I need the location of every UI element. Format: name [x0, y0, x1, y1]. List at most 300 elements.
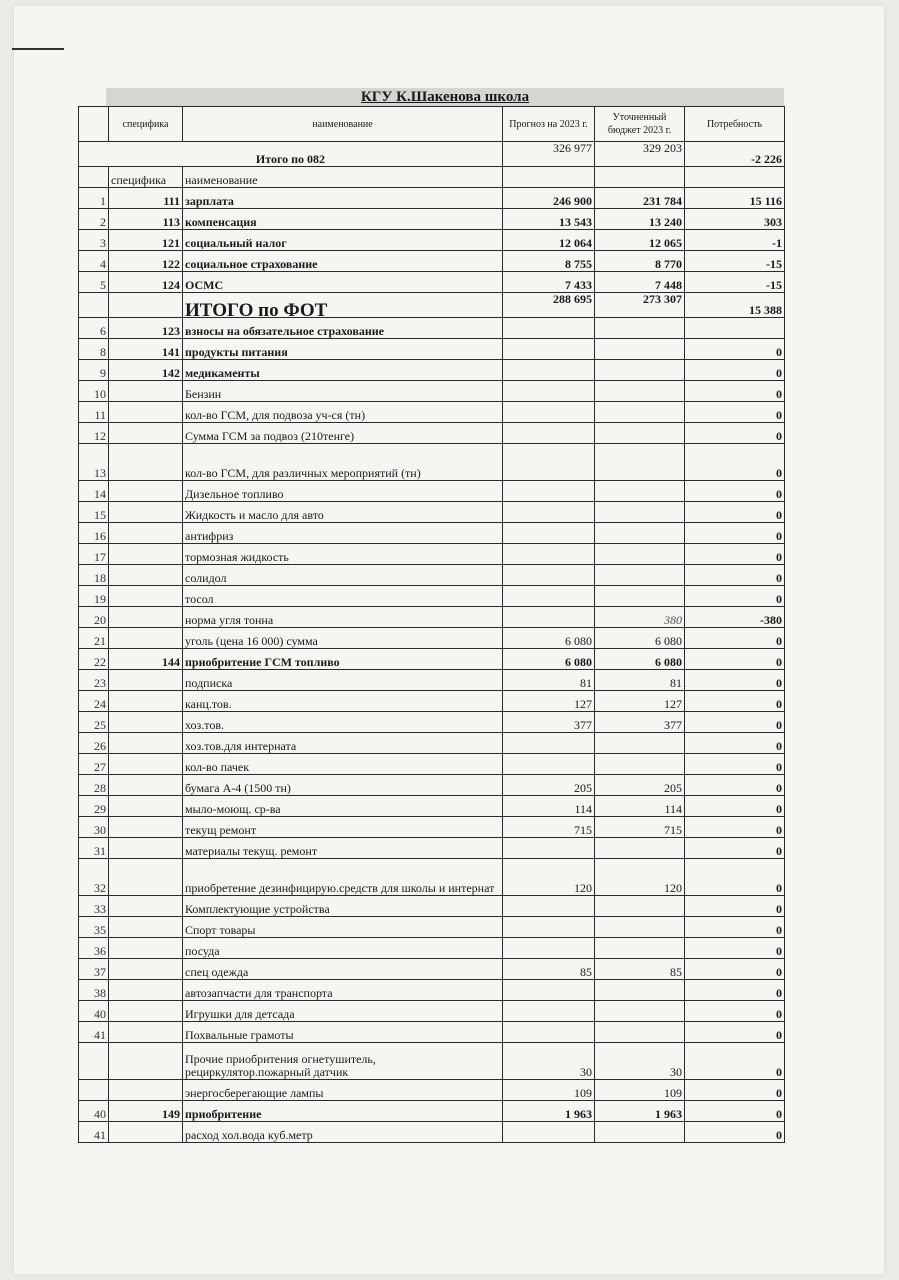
row-name: спец одежда — [183, 959, 503, 980]
row-need: 0 — [685, 1043, 785, 1080]
row-prognoz — [503, 318, 595, 339]
subheader-empty — [503, 167, 595, 188]
row-name: бумага А-4 (1500 тн) — [183, 775, 503, 796]
row-name: социальный налог — [183, 230, 503, 251]
row-specifika — [109, 402, 183, 423]
row-prognoz: 120 — [503, 859, 595, 896]
row-number: 19 — [79, 586, 109, 607]
row-specifika: 141 — [109, 339, 183, 360]
row-need: 0 — [685, 754, 785, 775]
row-specifika: 121 — [109, 230, 183, 251]
row-name: приобретение дезинфицирую.средств для школы и интернат — [183, 859, 503, 896]
row-specifika — [109, 754, 183, 775]
row-need: 0 — [685, 1022, 785, 1043]
row-specifika: 142 — [109, 360, 183, 381]
row-utochn: 13 240 — [595, 209, 685, 230]
row-need: 0 — [685, 628, 785, 649]
row-utochn — [595, 523, 685, 544]
table-row — [79, 1101, 785, 1122]
row-utochn: 109 — [595, 1080, 685, 1101]
table-row — [79, 628, 785, 649]
row-number: 6 — [79, 318, 109, 339]
header-specifika: специфика — [109, 107, 183, 142]
table-row — [79, 980, 785, 1001]
table-row — [79, 586, 785, 607]
row-prognoz — [503, 381, 595, 402]
row-specifika: 149 — [109, 1101, 183, 1122]
row-name: продукты питания — [183, 339, 503, 360]
row-need: 0 — [685, 544, 785, 565]
row-need: 0 — [685, 444, 785, 481]
header-need: Потребность — [685, 107, 785, 142]
row-number: 38 — [79, 980, 109, 1001]
row-prognoz — [503, 1001, 595, 1022]
row-need: 0 — [685, 1001, 785, 1022]
row-need: 0 — [685, 1122, 785, 1143]
row-name: материалы текущ. ремонт — [183, 838, 503, 859]
row-need: 0 — [685, 339, 785, 360]
row-utochn — [595, 565, 685, 586]
row-number: 15 — [79, 502, 109, 523]
row-name: взносы на обязательное страхование — [183, 318, 503, 339]
row-utochn — [595, 754, 685, 775]
row-number: 23 — [79, 670, 109, 691]
row-need: 0 — [685, 360, 785, 381]
row-prognoz: 85 — [503, 959, 595, 980]
row-number: 3 — [79, 230, 109, 251]
row-specifika — [109, 523, 183, 544]
row-specifika — [109, 381, 183, 402]
row-prognoz — [503, 938, 595, 959]
row-need: -380 — [685, 607, 785, 628]
row-name: подписка — [183, 670, 503, 691]
row-specifika — [109, 859, 183, 896]
row-utochn — [595, 1022, 685, 1043]
row-prognoz — [503, 896, 595, 917]
table-row — [79, 796, 785, 817]
row-prognoz: 715 — [503, 817, 595, 838]
row-specifika — [109, 817, 183, 838]
row-name: хоз.тов.для интерната — [183, 733, 503, 754]
row-need: 0 — [685, 402, 785, 423]
table-row — [79, 670, 785, 691]
row-number — [79, 1043, 109, 1080]
row-utochn — [595, 838, 685, 859]
row-prognoz: 1 963 — [503, 1101, 595, 1122]
row-prognoz — [503, 733, 595, 754]
table-row — [79, 817, 785, 838]
table-row — [79, 360, 785, 381]
row-specifika: 113 — [109, 209, 183, 230]
row-specifika — [109, 796, 183, 817]
row-specifika — [109, 896, 183, 917]
table-row — [79, 959, 785, 980]
row-utochn — [595, 586, 685, 607]
row-specifika — [109, 838, 183, 859]
row-utochn: 6 080 — [595, 649, 685, 670]
row-prognoz: 205 — [503, 775, 595, 796]
row-number: 1 — [79, 188, 109, 209]
row-need: 0 — [685, 859, 785, 896]
row-utochn — [595, 917, 685, 938]
row-need: 0 — [685, 917, 785, 938]
row-utochn: 30 — [595, 1043, 685, 1080]
row-specifika — [109, 712, 183, 733]
row-need: 0 — [685, 691, 785, 712]
row-specifika — [109, 544, 183, 565]
row-utochn: 127 — [595, 691, 685, 712]
table-row — [79, 838, 785, 859]
row-utochn: 8 770 — [595, 251, 685, 272]
row-number: 41 — [79, 1022, 109, 1043]
table-row — [79, 481, 785, 502]
row-need: -1 — [685, 230, 785, 251]
row-number: 40 — [79, 1101, 109, 1122]
row-prognoz — [503, 586, 595, 607]
row-utochn: 85 — [595, 959, 685, 980]
row-prognoz — [503, 423, 595, 444]
row-name: Игрушки для детсада — [183, 1001, 503, 1022]
row-prognoz: 6 080 — [503, 649, 595, 670]
row-number: 10 — [79, 381, 109, 402]
row-number — [79, 1080, 109, 1101]
table-row — [79, 917, 785, 938]
row-number: 12 — [79, 423, 109, 444]
row-name: Спорт товары — [183, 917, 503, 938]
row-specifika — [109, 628, 183, 649]
row-specifika — [109, 959, 183, 980]
row-specifika — [109, 1080, 183, 1101]
row-prognoz — [503, 444, 595, 481]
row-name: мыло-моющ. ср-ва — [183, 796, 503, 817]
row-utochn: 231 784 — [595, 188, 685, 209]
table-row — [79, 691, 785, 712]
row-number: 35 — [79, 917, 109, 938]
row-specifika — [109, 1022, 183, 1043]
table-row — [79, 1043, 785, 1080]
row-number: 21 — [79, 628, 109, 649]
table-row — [79, 1122, 785, 1143]
row-name: уголь (цена 16 000) сумма — [183, 628, 503, 649]
row-name: Сумма ГСМ за подвоз (210тенге) — [183, 423, 503, 444]
row-prognoz: 127 — [503, 691, 595, 712]
total-fot-need: 15 388 — [685, 293, 785, 318]
row-specifika — [109, 1001, 183, 1022]
row-utochn — [595, 1001, 685, 1022]
row-need: 0 — [685, 523, 785, 544]
table-row — [79, 859, 785, 896]
total-082-row — [79, 142, 785, 167]
row-prognoz: 6 080 — [503, 628, 595, 649]
total-082-prognoz: 326 977 — [503, 142, 595, 167]
row-utochn — [595, 402, 685, 423]
row-utochn: 715 — [595, 817, 685, 838]
row-utochn — [595, 318, 685, 339]
total-fot-utochn: 273 307 — [595, 293, 685, 318]
row-specifika — [109, 1043, 183, 1080]
row-specifika — [109, 1122, 183, 1143]
row-prognoz — [503, 838, 595, 859]
row-utochn — [595, 423, 685, 444]
row-number: 29 — [79, 796, 109, 817]
row-name: Комплектующие устройства — [183, 896, 503, 917]
row-specifika — [109, 775, 183, 796]
table-row — [79, 649, 785, 670]
table-row — [79, 607, 785, 628]
row-need: 0 — [685, 733, 785, 754]
row-specifika — [109, 481, 183, 502]
row-specifika — [109, 502, 183, 523]
row-need: 0 — [685, 938, 785, 959]
row-utochn — [595, 1122, 685, 1143]
row-number: 30 — [79, 817, 109, 838]
row-specifika — [109, 938, 183, 959]
row-prognoz — [503, 1022, 595, 1043]
row-specifika — [109, 565, 183, 586]
row-prognoz: 114 — [503, 796, 595, 817]
row-name: кол-во пачек — [183, 754, 503, 775]
table-row — [79, 209, 785, 230]
row-need: 0 — [685, 712, 785, 733]
table-row — [79, 251, 785, 272]
row-prognoz: 81 — [503, 670, 595, 691]
row-need: -15 — [685, 272, 785, 293]
table-row — [79, 1080, 785, 1101]
row-specifika: 124 — [109, 272, 183, 293]
row-name: зарплата — [183, 188, 503, 209]
row-prognoz — [503, 523, 595, 544]
total-fot-label: ИТОГО по ФОТ — [183, 293, 503, 318]
row-name: антифриз — [183, 523, 503, 544]
row-number: 25 — [79, 712, 109, 733]
row-number: 16 — [79, 523, 109, 544]
row-utochn: 7 448 — [595, 272, 685, 293]
row-number: 22 — [79, 649, 109, 670]
header-row — [79, 107, 785, 142]
row-specifika — [109, 586, 183, 607]
row-name: Дизельное топливо — [183, 481, 503, 502]
row-name: норма угля тонна — [183, 607, 503, 628]
row-utochn: 205 — [595, 775, 685, 796]
row-name: приобритение — [183, 1101, 503, 1122]
table-row — [79, 188, 785, 209]
row-specifika — [109, 980, 183, 1001]
row-need: 0 — [685, 980, 785, 1001]
row-specifika: 144 — [109, 649, 183, 670]
row-prognoz: 13 543 — [503, 209, 595, 230]
row-need: 303 — [685, 209, 785, 230]
row-specifika — [109, 423, 183, 444]
row-number: 13 — [79, 444, 109, 481]
row-number: 4 — [79, 251, 109, 272]
row-number: 26 — [79, 733, 109, 754]
row-utochn: 114 — [595, 796, 685, 817]
row-need: 0 — [685, 817, 785, 838]
row-prognoz — [503, 360, 595, 381]
header-prognoz: Прогноз на 2023 г. — [503, 107, 595, 142]
row-specifika — [109, 670, 183, 691]
row-utochn: 120 — [595, 859, 685, 896]
row-number: 2 — [79, 209, 109, 230]
row-name: расход хол.вода куб.метр — [183, 1122, 503, 1143]
row-need: 0 — [685, 838, 785, 859]
row-utochn: 377 — [595, 712, 685, 733]
row-name: текущ ремонт — [183, 817, 503, 838]
row-need: 0 — [685, 423, 785, 444]
row-utochn — [595, 444, 685, 481]
table-row — [79, 712, 785, 733]
row-specifika: 111 — [109, 188, 183, 209]
row-name: тосол — [183, 586, 503, 607]
row-need: 0 — [685, 586, 785, 607]
document-title: КГУ К.Шакенова школа — [106, 88, 784, 106]
row-name: Прочие приобритения огнетушитель, рециркулятор.пожарный датчик — [183, 1043, 503, 1080]
total-082-label: Итого по 082 — [79, 142, 503, 167]
header-blank — [79, 107, 109, 142]
row-utochn: 12 065 — [595, 230, 685, 251]
row-name: приобритение ГСМ топливо — [183, 649, 503, 670]
row-utochn — [595, 339, 685, 360]
table-row — [79, 381, 785, 402]
row-prognoz: 7 433 — [503, 272, 595, 293]
table-row — [79, 339, 785, 360]
row-prognoz: 8 755 — [503, 251, 595, 272]
table-row — [79, 423, 785, 444]
row-utochn: 380 — [595, 607, 685, 628]
row-need: 0 — [685, 959, 785, 980]
table-row — [79, 502, 785, 523]
row-utochn: 81 — [595, 670, 685, 691]
row-need: 0 — [685, 481, 785, 502]
row-name: солидол — [183, 565, 503, 586]
row-specifika — [109, 733, 183, 754]
row-prognoz — [503, 917, 595, 938]
row-number: 8 — [79, 339, 109, 360]
row-prognoz: 246 900 — [503, 188, 595, 209]
row-specifika — [109, 607, 183, 628]
row-name: кол-во ГСМ, для подвоза уч-ся (тн) — [183, 402, 503, 423]
row-number: 24 — [79, 691, 109, 712]
row-prognoz — [503, 754, 595, 775]
table-row — [79, 523, 785, 544]
table-row — [79, 272, 785, 293]
row-name: кол-во ГСМ, для различных мероприятий (тн) — [183, 444, 503, 481]
total-fot-blank — [79, 293, 109, 318]
row-name: Похвальные грамоты — [183, 1022, 503, 1043]
row-name: Бензин — [183, 381, 503, 402]
pen-mark — [12, 48, 64, 50]
row-need: 0 — [685, 796, 785, 817]
row-number: 14 — [79, 481, 109, 502]
row-need: 0 — [685, 1080, 785, 1101]
row-utochn — [595, 733, 685, 754]
row-utochn — [595, 938, 685, 959]
table-row — [79, 733, 785, 754]
row-utochn: 1 963 — [595, 1101, 685, 1122]
row-number: 27 — [79, 754, 109, 775]
row-utochn — [595, 502, 685, 523]
row-number: 5 — [79, 272, 109, 293]
row-need: 0 — [685, 502, 785, 523]
row-prognoz — [503, 339, 595, 360]
total-fot-blank — [109, 293, 183, 318]
row-need: 0 — [685, 670, 785, 691]
row-prognoz — [503, 402, 595, 423]
row-number: 28 — [79, 775, 109, 796]
row-need: 0 — [685, 565, 785, 586]
table-row — [79, 402, 785, 423]
header-naimenovanie: наименование — [183, 107, 503, 142]
row-prognoz — [503, 980, 595, 1001]
row-need: 0 — [685, 775, 785, 796]
table-row — [79, 896, 785, 917]
row-number: 31 — [79, 838, 109, 859]
row-specifika — [109, 691, 183, 712]
row-need: 0 — [685, 1101, 785, 1122]
row-prognoz — [503, 502, 595, 523]
table-row — [79, 938, 785, 959]
subheader-empty — [595, 167, 685, 188]
row-number: 40 — [79, 1001, 109, 1022]
row-utochn — [595, 381, 685, 402]
row-name: посуда — [183, 938, 503, 959]
table-row — [79, 318, 785, 339]
row-need: 0 — [685, 649, 785, 670]
subheader-specifika: специфика — [109, 167, 183, 188]
row-need: 0 — [685, 896, 785, 917]
row-number: 32 — [79, 859, 109, 896]
row-specifika — [109, 444, 183, 481]
row-number: 11 — [79, 402, 109, 423]
row-name: тормозная жидкость — [183, 544, 503, 565]
row-prognoz — [503, 544, 595, 565]
row-need — [685, 318, 785, 339]
row-need: 15 116 — [685, 188, 785, 209]
row-prognoz — [503, 481, 595, 502]
row-name: энергосберегающие лампы — [183, 1080, 503, 1101]
row-utochn: 6 080 — [595, 628, 685, 649]
row-name: компенсация — [183, 209, 503, 230]
total-fot-prognoz: 288 695 — [503, 293, 595, 318]
table-row — [79, 544, 785, 565]
row-utochn — [595, 980, 685, 1001]
row-specifika: 122 — [109, 251, 183, 272]
row-prognoz — [503, 607, 595, 628]
table-row — [79, 565, 785, 586]
total-fot-row — [79, 293, 785, 318]
subheader-row — [79, 167, 785, 188]
row-number: 9 — [79, 360, 109, 381]
row-specifika: 123 — [109, 318, 183, 339]
row-name: канц.тов. — [183, 691, 503, 712]
row-number: 20 — [79, 607, 109, 628]
table-row — [79, 444, 785, 481]
row-prognoz: 377 — [503, 712, 595, 733]
row-number: 18 — [79, 565, 109, 586]
row-name: социальное страхование — [183, 251, 503, 272]
budget-table — [78, 106, 785, 1143]
row-prognoz: 12 064 — [503, 230, 595, 251]
row-prognoz — [503, 565, 595, 586]
row-name: медикаменты — [183, 360, 503, 381]
row-name: Жидкость и масло для авто — [183, 502, 503, 523]
row-specifika — [109, 917, 183, 938]
row-utochn — [595, 896, 685, 917]
table-row — [79, 1022, 785, 1043]
total-082-utochn: 329 203 — [595, 142, 685, 167]
subheader-naimenovanie: наименование — [183, 167, 503, 188]
row-prognoz: 109 — [503, 1080, 595, 1101]
